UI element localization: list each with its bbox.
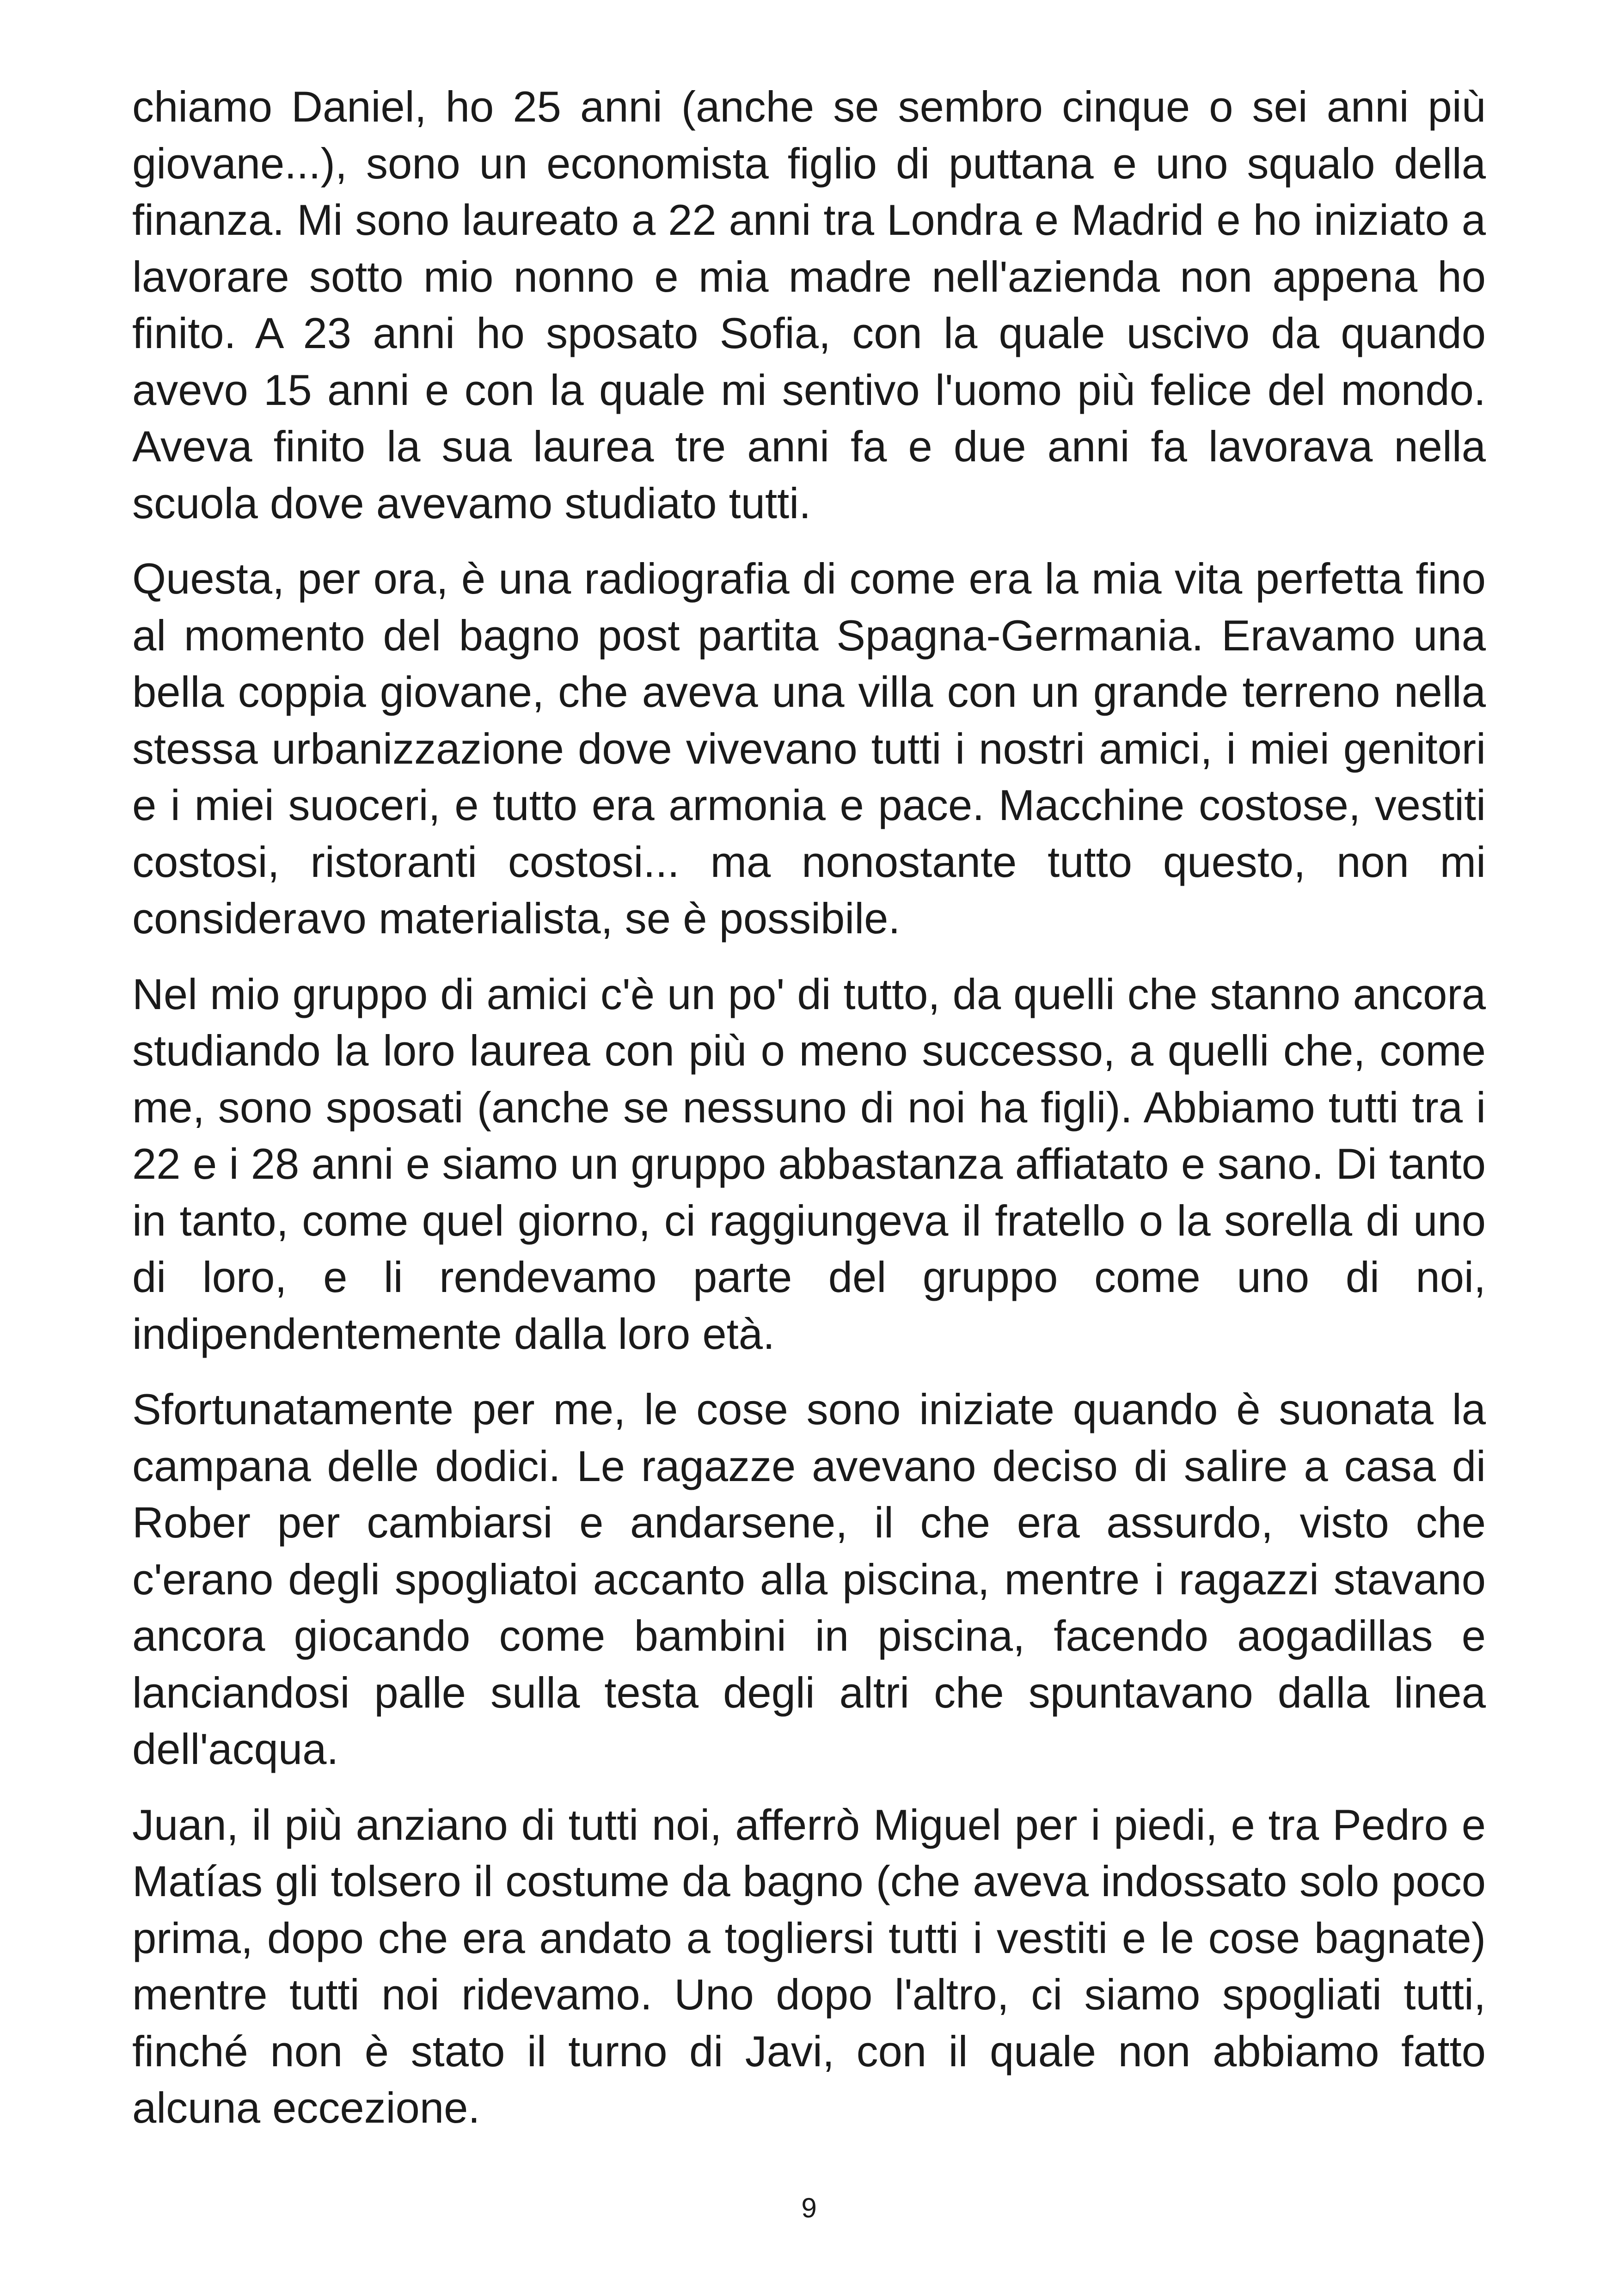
paragraph-3: Nel mio gruppo di amici c'è un po' di tutto, da quelli che stanno ancora studiando la loro laurea con più o meno successo, a quelli che, come me, sono sposati (anche se nessuno di noi ha figli). Abbiamo tutti tra i 22 e i 28 anni e siamo un gruppo abbastanza affiatato e sano. Di tanto in tanto, come quel giorno, ci raggiungeva il fratello o la sorella di uno di loro, e li rendevamo parte del gruppo come uno di noi, indipendentemente dalla loro età. [132,969,1486,1358]
paragraph-2: Questa, per ora, è una radiografia di come era la mia vita perfetta fino al momento del bagno post partita Spagna-Germania. Eravamo una bella coppia giovane, che aveva una villa con un grande terreno nella stessa urbanizzazione dove vivevano tutti i nostri amici, i miei genitori e i miei suoceri, e tutto era armonia e pace. Macchine costose, vestiti costosi, ristoranti costosi... ma nonostante tutto questo, non mi consideravo materialista, se è possibile. [132,554,1486,943]
paragraph-4: Sfortunatamente per me, le cose sono iniziate quando è suonata la campana delle dodici. Le ragazze avevano deciso di salire a casa di Rober per cambiarsi e andarsene, il che era assurdo, visto che c'erano degli spogliatoi accanto alla piscina, mentre i ragazzi stavano ancora giocando come bambini in piscina, facendo aogadillas e lanciandosi palle sulla testa degli altri che spuntavano dalla linea dell'acqua. [132,1385,1486,1773]
body-text [132,79,1486,2155]
page-number: 9 [801,2192,817,2223]
paragraph-5: Juan, il più anziano di tutti noi, afferrò Miguel per i piedi, e tra Pedro e Matías gli tolsero il costume da bagno (che aveva indossato solo poco prima, dopo che era andato a togliersi tutti i vestiti e le cose bagnate) mentre tutti noi ridevamo. Uno dopo l'altro, ci siamo spogliati tutti, finché non è stato il turno di Javi, con il quale non abbiamo fatto alcuna eccezione. [132,1800,1486,2132]
paragraph-1: chiamo Daniel, ho 25 anni (anche se sembro cinque o sei anni più giovane...), sono un economista figlio di puttana e uno squalo della finanza. Mi sono laureato a 22 anni tra Londra e Madrid e ho iniziato a lavorare sotto mio nonno e mia madre nell'azienda non appena ho finito. A 23 anni ho sposato Sofia, con la quale uscivo da quando avevo 15 anni e con la quale mi sentivo l'uomo più felice del mondo. Aveva finito la sua laurea tre anni fa e due anni fa lavorava nella scuola dove avevamo studiato tutti. [132,82,1486,527]
